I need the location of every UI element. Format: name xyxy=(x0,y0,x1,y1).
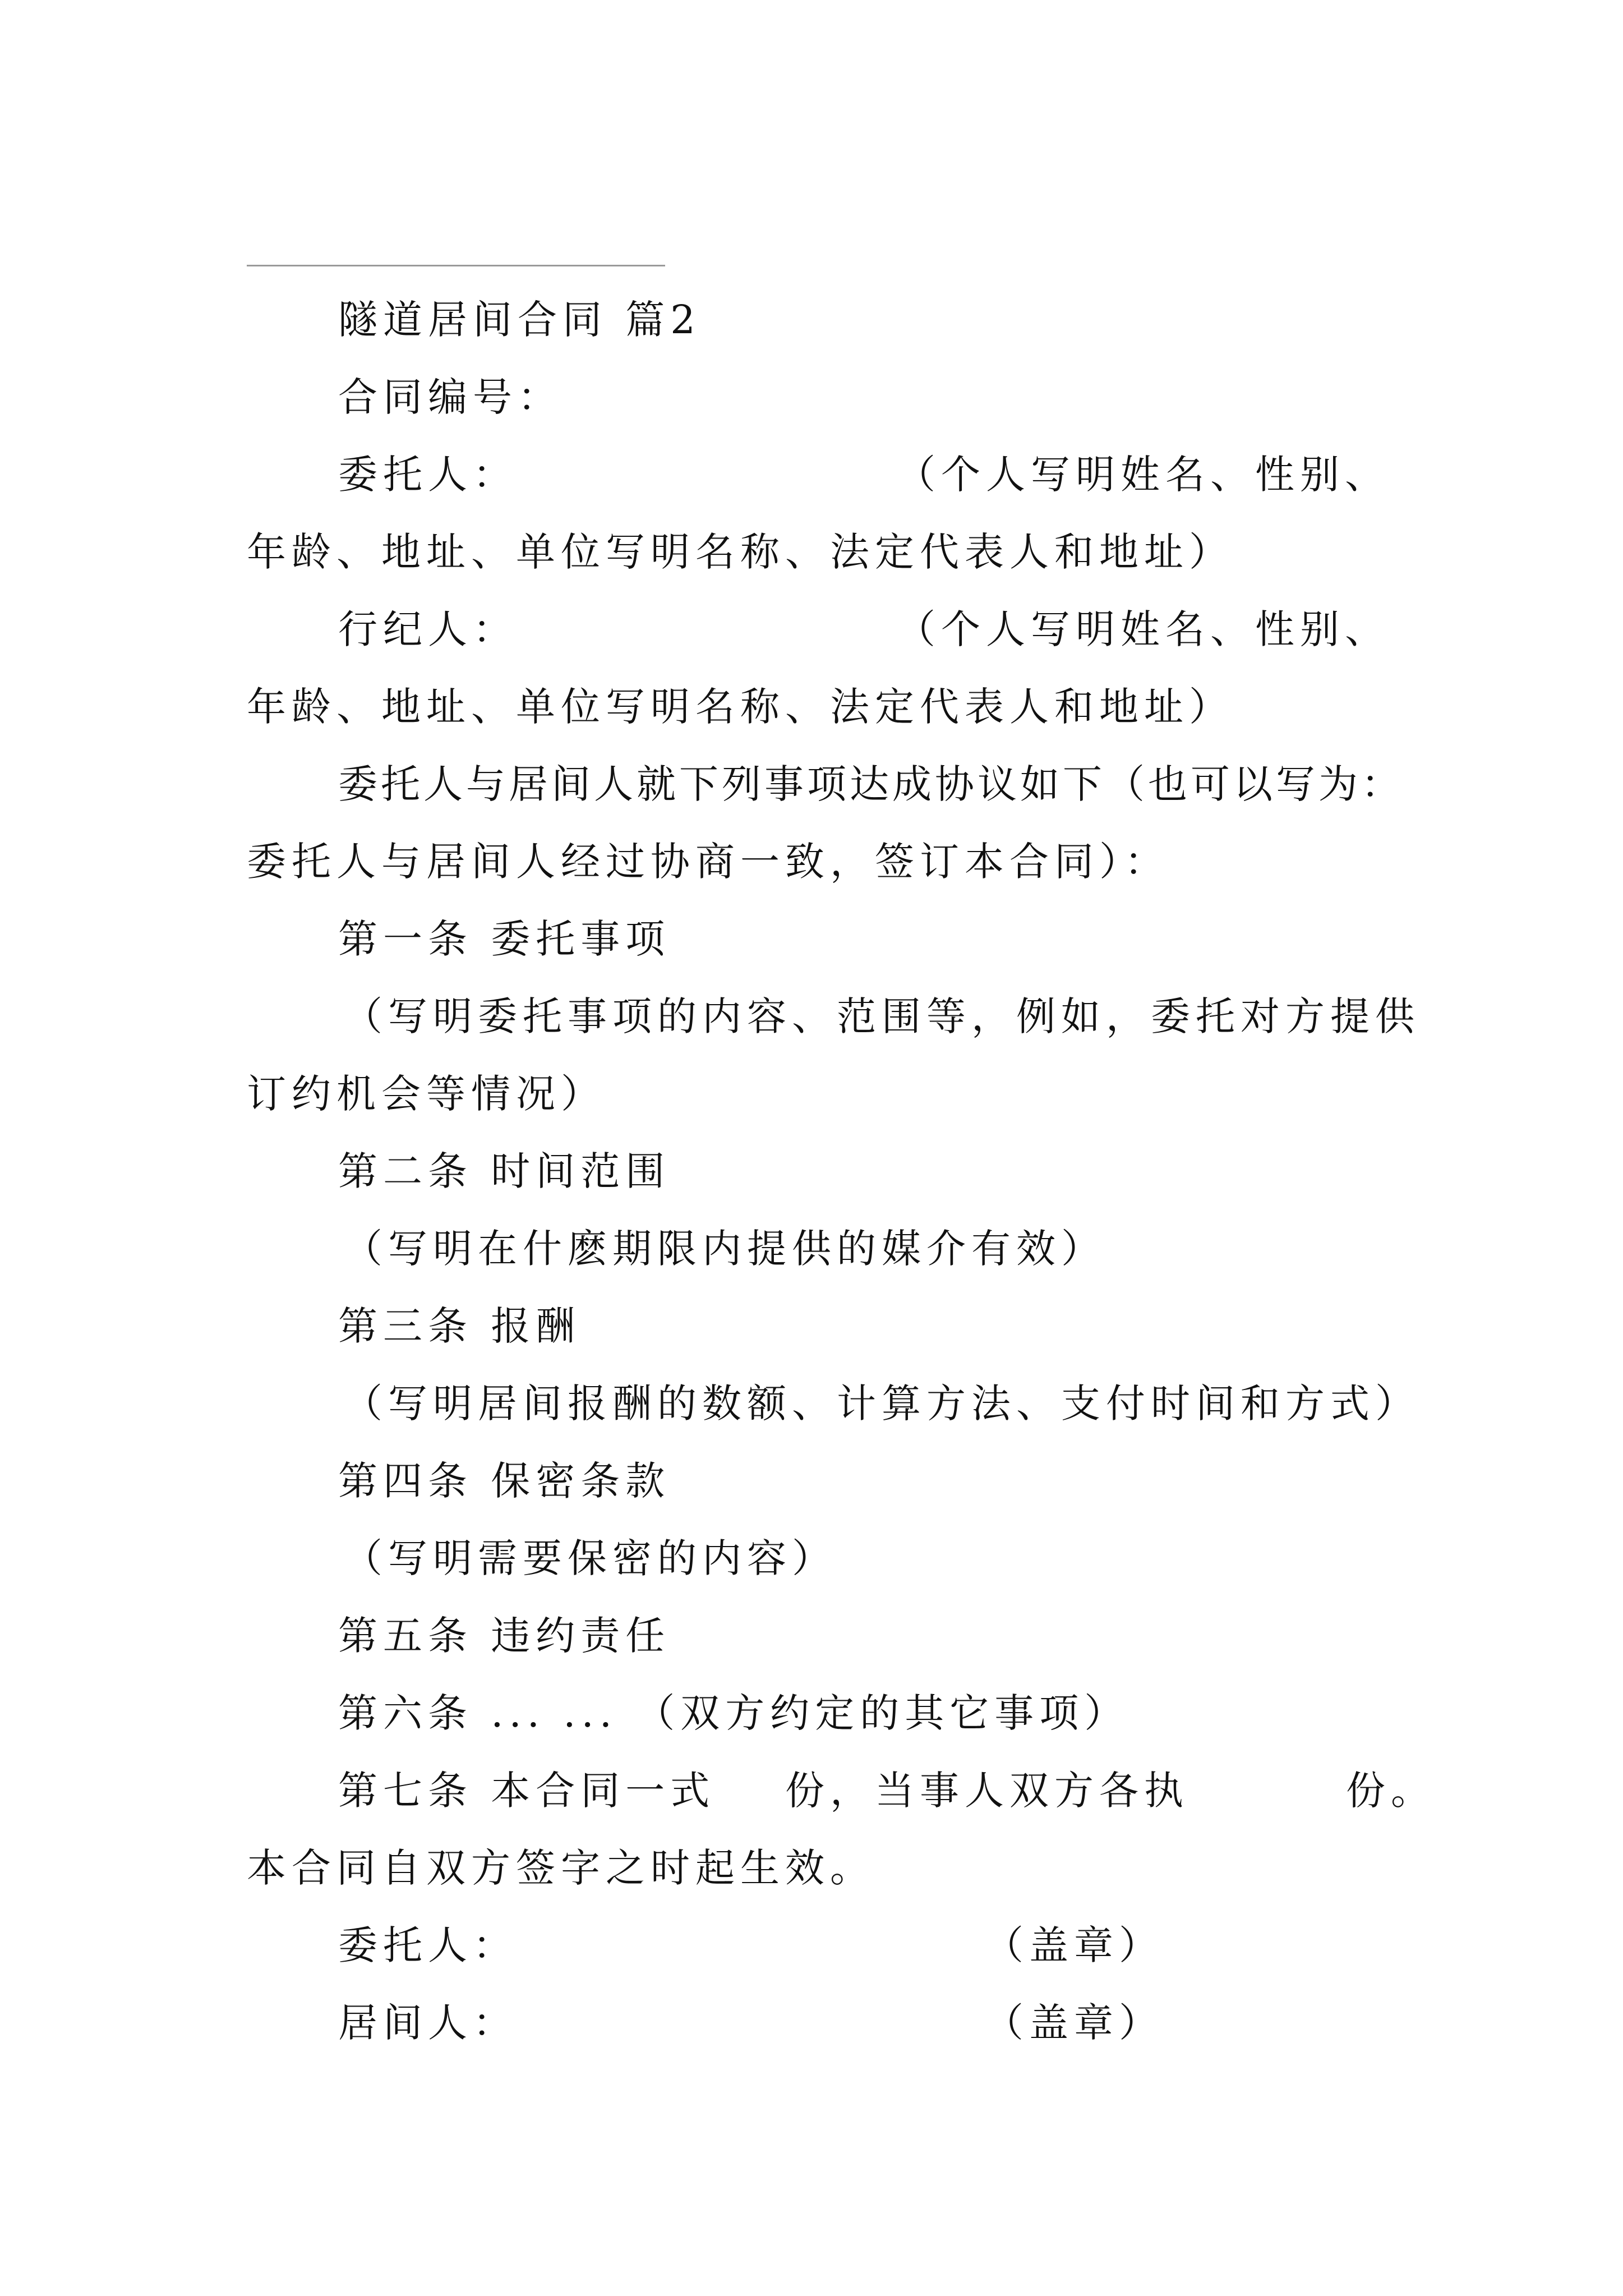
client-note-second-line: 年龄、地址、单位写明名称、法定代表人和地址） xyxy=(247,529,1234,575)
article-1-title: 第一条 委托事项 xyxy=(338,916,671,962)
signature-broker-seal: （盖章） xyxy=(984,2000,1164,2046)
article-6-text: 第六条 ... ... （双方约定的其它事项） xyxy=(338,1690,1129,1736)
intro-second-line: 委托人与居间人经过协商一致，签订本合同）： xyxy=(247,839,1169,885)
article-7-second-line: 本合同自双方签字之时起生效。 xyxy=(247,1845,875,1891)
article-1-note-first-line: （写明委托事项的内容、范围等，例如，委托对方提供 xyxy=(343,993,1420,1039)
broker-note-second-line: 年龄、地址、单位写明名称、法定代表人和地址） xyxy=(247,684,1234,730)
contract-number-label: 合同编号： xyxy=(338,374,562,420)
article-7-first-line-part-1: 第七条 本合同一式 xyxy=(338,1768,716,1814)
article-4-note: （写明需要保密的内容） xyxy=(343,1535,837,1581)
intro-first-line: 委托人与居间人就下列事项达成协议如下（也可以写为： xyxy=(338,761,1404,807)
signature-client-label: 委托人： xyxy=(338,1922,518,1968)
article-7-first-line-part-3: 份。 xyxy=(1346,1768,1436,1814)
client-label: 委托人： xyxy=(338,452,518,498)
broker-note-first-line: （个人写明姓名、性别、 xyxy=(896,606,1390,652)
signature-client-seal: （盖章） xyxy=(984,1922,1164,1968)
broker-label: 行纪人： xyxy=(338,606,518,652)
client-note-first-line: （个人写明姓名、性别、 xyxy=(896,452,1390,498)
document-title: 隧道居间合同 篇2 xyxy=(338,297,701,343)
article-7-first-line-part-2: 份，当事人双方各执 xyxy=(785,1768,1189,1814)
article-1-note-second-line: 订约机会等情况） xyxy=(247,1071,606,1117)
article-3-note: （写明居间报酬的数额、计算方法、支付时间和方式） xyxy=(343,1381,1420,1427)
article-2-note: （写明在什麽期限内提供的媒介有效） xyxy=(343,1226,1106,1272)
signature-broker-label: 居间人： xyxy=(338,2000,518,2046)
article-3-title: 第三条 报酬 xyxy=(338,1303,581,1349)
article-4-title: 第四条 保密条款 xyxy=(338,1458,671,1504)
article-2-title: 第二条 时间范围 xyxy=(338,1148,671,1194)
article-5-title: 第五条 违约责任 xyxy=(338,1613,671,1659)
top-divider xyxy=(247,265,665,266)
